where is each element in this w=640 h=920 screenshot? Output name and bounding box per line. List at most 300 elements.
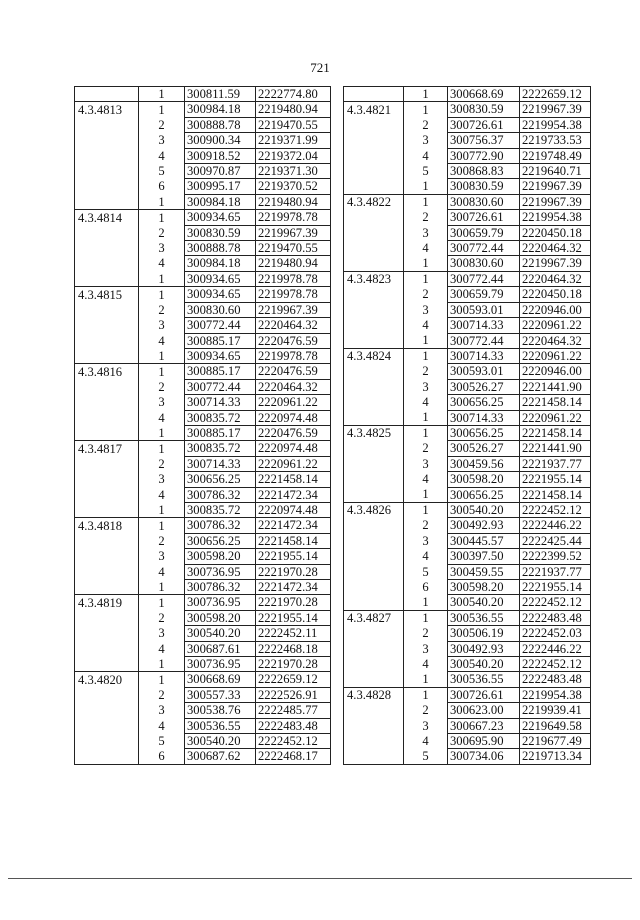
table-row <box>344 472 591 487</box>
y-coordinate-cell: 2220464.32 <box>256 379 331 394</box>
x-coordinate-cell: 300726.61 <box>448 117 520 132</box>
plot-id-cell <box>75 487 139 502</box>
table-row <box>344 456 591 471</box>
table-row <box>75 379 331 394</box>
plot-id-cell: 4.3.4825 <box>344 425 404 440</box>
plot-id-cell <box>344 518 404 533</box>
point-number-cell: 1 <box>139 672 185 687</box>
table-row <box>344 425 591 440</box>
x-coordinate-cell: 300714.33 <box>448 318 520 333</box>
x-coordinate-cell: 300970.87 <box>185 164 256 179</box>
x-coordinate-cell: 300667.23 <box>448 718 520 733</box>
y-coordinate-cell: 2219677.49 <box>520 734 591 749</box>
plot-id-cell <box>75 194 139 209</box>
plot-id-cell <box>75 164 139 179</box>
y-coordinate-cell: 2221472.34 <box>256 487 331 502</box>
point-number-cell: 3 <box>404 456 448 471</box>
y-coordinate-cell: 2220961.22 <box>520 348 591 363</box>
y-coordinate-cell: 2221955.14 <box>256 549 331 564</box>
point-number-cell: 2 <box>404 287 448 302</box>
x-coordinate-cell: 300885.17 <box>185 333 256 348</box>
y-coordinate-cell: 2219371.99 <box>256 133 331 148</box>
x-coordinate-cell: 300786.32 <box>185 518 256 533</box>
x-coordinate-cell: 300934.65 <box>185 287 256 302</box>
x-coordinate-cell: 300557.33 <box>185 687 256 702</box>
table-row <box>344 410 591 425</box>
point-number-cell: 2 <box>139 456 185 471</box>
table-row <box>75 148 331 163</box>
x-coordinate-cell: 300811.59 <box>185 87 256 102</box>
point-number-cell: 1 <box>139 271 185 286</box>
table-row <box>75 87 331 102</box>
y-coordinate-cell: 2221955.14 <box>520 580 591 595</box>
table-row <box>344 441 591 456</box>
x-coordinate-cell: 300772.44 <box>185 379 256 394</box>
x-coordinate-cell: 300995.17 <box>185 179 256 194</box>
point-number-cell: 5 <box>404 564 448 579</box>
y-coordinate-cell: 2221458.14 <box>256 533 331 548</box>
table-row <box>344 487 591 502</box>
point-number-cell: 4 <box>139 564 185 579</box>
point-number-cell: 3 <box>139 626 185 641</box>
x-coordinate-cell: 300888.78 <box>185 241 256 256</box>
x-coordinate-cell: 300934.65 <box>185 210 256 225</box>
x-coordinate-cell: 300772.44 <box>448 271 520 286</box>
plot-id-cell <box>75 564 139 579</box>
y-coordinate-cell: 2220946.00 <box>520 364 591 379</box>
table-row <box>344 87 591 102</box>
table-row <box>344 179 591 194</box>
y-coordinate-cell: 2219649.58 <box>520 718 591 733</box>
x-coordinate-cell: 300835.72 <box>185 502 256 517</box>
plot-id-cell <box>344 287 404 302</box>
table-row <box>75 703 331 718</box>
y-coordinate-cell: 2219967.39 <box>520 256 591 271</box>
y-coordinate-cell: 2222483.48 <box>520 672 591 687</box>
point-number-cell: 2 <box>404 441 448 456</box>
y-coordinate-cell: 2221458.14 <box>520 395 591 410</box>
plot-id-cell <box>344 318 404 333</box>
plot-id-cell <box>75 657 139 672</box>
plot-id-cell: 4.3.4821 <box>344 102 404 117</box>
point-number-cell: 3 <box>139 395 185 410</box>
plot-id-cell: 4.3.4824 <box>344 348 404 363</box>
y-coordinate-cell: 2221937.77 <box>520 564 591 579</box>
x-coordinate-cell: 300830.60 <box>448 194 520 209</box>
plot-id-cell: 4.3.4816 <box>75 364 139 379</box>
table-row <box>344 287 591 302</box>
point-number-cell: 4 <box>139 641 185 656</box>
y-coordinate-cell: 2222468.18 <box>256 641 331 656</box>
table-row <box>344 117 591 132</box>
point-number-cell: 5 <box>404 749 448 764</box>
y-coordinate-cell: 2222425.44 <box>520 533 591 548</box>
y-coordinate-cell: 2219370.52 <box>256 179 331 194</box>
x-coordinate-cell: 300736.95 <box>185 595 256 610</box>
x-coordinate-cell: 300459.55 <box>448 564 520 579</box>
table-row <box>75 194 331 209</box>
point-number-cell: 1 <box>404 179 448 194</box>
table-row <box>344 164 591 179</box>
y-coordinate-cell: 2222485.77 <box>256 703 331 718</box>
y-coordinate-cell: 2222774.80 <box>256 87 331 102</box>
table-row <box>75 241 331 256</box>
table-row <box>344 580 591 595</box>
table-row <box>344 241 591 256</box>
x-coordinate-cell: 300668.69 <box>185 672 256 687</box>
table-row <box>75 564 331 579</box>
point-number-cell: 1 <box>139 580 185 595</box>
table-row <box>75 333 331 348</box>
y-coordinate-cell: 2219967.39 <box>256 225 331 240</box>
table-row <box>344 718 591 733</box>
point-number-cell: 4 <box>404 148 448 163</box>
plot-id-cell <box>75 533 139 548</box>
plot-id-cell <box>344 87 404 102</box>
plot-id-cell <box>344 364 404 379</box>
y-coordinate-cell: 2219733.53 <box>520 133 591 148</box>
y-coordinate-cell: 2222452.11 <box>256 626 331 641</box>
plot-id-cell <box>75 117 139 132</box>
point-number-cell: 3 <box>139 703 185 718</box>
table-row <box>75 518 331 533</box>
y-coordinate-cell: 2222446.22 <box>520 518 591 533</box>
y-coordinate-cell: 2221458.14 <box>256 472 331 487</box>
plot-id-cell <box>75 626 139 641</box>
x-coordinate-cell: 300885.17 <box>185 425 256 440</box>
table-row <box>344 657 591 672</box>
x-coordinate-cell: 300540.20 <box>185 734 256 749</box>
plot-id-cell <box>344 133 404 148</box>
point-number-cell: 3 <box>404 379 448 394</box>
y-coordinate-cell: 2220961.22 <box>520 410 591 425</box>
x-coordinate-cell: 300656.25 <box>448 425 520 440</box>
table-row <box>344 102 591 117</box>
point-number-cell: 1 <box>139 102 185 117</box>
plot-id-cell <box>75 472 139 487</box>
plot-id-cell: 4.3.4817 <box>75 441 139 456</box>
y-coordinate-cell: 2219978.78 <box>256 271 331 286</box>
point-number-cell: 2 <box>404 626 448 641</box>
x-coordinate-cell: 300397.50 <box>448 549 520 564</box>
x-coordinate-cell: 300540.20 <box>448 502 520 517</box>
point-number-cell: 4 <box>404 472 448 487</box>
y-coordinate-cell: 2220450.18 <box>520 287 591 302</box>
y-coordinate-cell: 2219470.55 <box>256 117 331 132</box>
x-coordinate-cell: 300540.20 <box>448 595 520 610</box>
table-row <box>75 410 331 425</box>
x-coordinate-cell: 300984.18 <box>185 194 256 209</box>
table-row <box>344 194 591 209</box>
plot-id-cell <box>75 333 139 348</box>
table-row <box>344 687 591 702</box>
y-coordinate-cell: 2222446.22 <box>520 641 591 656</box>
plot-id-cell: 4.3.4813 <box>75 102 139 117</box>
y-coordinate-cell: 2221955.14 <box>256 610 331 625</box>
x-coordinate-cell: 300772.44 <box>448 241 520 256</box>
table-row <box>75 641 331 656</box>
table-row <box>75 210 331 225</box>
point-number-cell: 2 <box>139 117 185 132</box>
x-coordinate-cell: 300918.52 <box>185 148 256 163</box>
plot-id-cell <box>344 549 404 564</box>
y-coordinate-cell: 2219939.41 <box>520 703 591 718</box>
x-coordinate-cell: 300593.01 <box>448 302 520 317</box>
point-number-cell: 1 <box>404 610 448 625</box>
x-coordinate-cell: 300656.25 <box>448 395 520 410</box>
point-number-cell: 2 <box>139 610 185 625</box>
point-number-cell: 1 <box>404 348 448 363</box>
point-number-cell: 3 <box>404 641 448 656</box>
point-number-cell: 1 <box>404 256 448 271</box>
coordinate-table-right <box>343 86 591 765</box>
table-row <box>75 364 331 379</box>
table-row <box>344 271 591 286</box>
y-coordinate-cell: 2220961.22 <box>256 456 331 471</box>
x-coordinate-cell: 300506.19 <box>448 626 520 641</box>
plot-id-cell <box>344 333 404 348</box>
plot-id-cell: 4.3.4818 <box>75 518 139 533</box>
point-number-cell: 1 <box>139 425 185 440</box>
plot-id-cell <box>75 256 139 271</box>
x-coordinate-cell: 300726.61 <box>448 210 520 225</box>
plot-id-cell <box>75 749 139 764</box>
plot-id-cell <box>344 749 404 764</box>
x-coordinate-cell: 300786.32 <box>185 487 256 502</box>
table-row <box>75 102 331 117</box>
plot-id-cell <box>344 302 404 317</box>
point-number-cell: 1 <box>139 364 185 379</box>
y-coordinate-cell: 2219748.49 <box>520 148 591 163</box>
table-row <box>75 348 331 363</box>
table-row <box>75 718 331 733</box>
table-row <box>75 133 331 148</box>
table-row <box>344 318 591 333</box>
x-coordinate-cell: 300598.20 <box>185 610 256 625</box>
plot-id-cell <box>75 302 139 317</box>
plot-id-cell <box>344 410 404 425</box>
point-number-cell: 1 <box>404 102 448 117</box>
y-coordinate-cell: 2221472.34 <box>256 518 331 533</box>
y-coordinate-cell: 2222526.91 <box>256 687 331 702</box>
x-coordinate-cell: 300656.25 <box>185 533 256 548</box>
x-coordinate-cell: 300900.34 <box>185 133 256 148</box>
plot-id-cell <box>344 734 404 749</box>
table-row <box>75 734 331 749</box>
plot-id-cell <box>344 472 404 487</box>
table-row <box>75 287 331 302</box>
table-row <box>75 456 331 471</box>
y-coordinate-cell: 2219480.94 <box>256 194 331 209</box>
x-coordinate-cell: 300536.55 <box>448 672 520 687</box>
x-coordinate-cell: 300540.20 <box>185 626 256 641</box>
y-coordinate-cell: 2221937.77 <box>520 456 591 471</box>
plot-id-cell <box>344 148 404 163</box>
y-coordinate-cell: 2219372.04 <box>256 148 331 163</box>
table-row <box>344 364 591 379</box>
table-row <box>75 626 331 641</box>
y-coordinate-cell: 2219978.78 <box>256 210 331 225</box>
plot-id-cell <box>344 580 404 595</box>
y-coordinate-cell: 2219967.39 <box>520 102 591 117</box>
y-coordinate-cell: 2219713.34 <box>520 749 591 764</box>
x-coordinate-cell: 300656.25 <box>448 487 520 502</box>
point-number-cell: 4 <box>404 318 448 333</box>
plot-id-cell <box>344 164 404 179</box>
x-coordinate-cell: 300934.65 <box>185 348 256 363</box>
x-coordinate-cell: 300623.00 <box>448 703 520 718</box>
x-coordinate-cell: 300687.62 <box>185 749 256 764</box>
point-number-cell: 1 <box>404 87 448 102</box>
point-number-cell: 1 <box>404 487 448 502</box>
point-number-cell: 4 <box>404 657 448 672</box>
y-coordinate-cell: 2220974.48 <box>256 410 331 425</box>
x-coordinate-cell: 300668.69 <box>448 87 520 102</box>
plot-id-cell <box>344 487 404 502</box>
x-coordinate-cell: 300736.95 <box>185 657 256 672</box>
x-coordinate-cell: 300756.37 <box>448 133 520 148</box>
table-row <box>75 395 331 410</box>
point-number-cell: 5 <box>139 734 185 749</box>
point-number-cell: 1 <box>404 425 448 440</box>
x-coordinate-cell: 300656.25 <box>185 472 256 487</box>
y-coordinate-cell: 2219978.78 <box>256 348 331 363</box>
point-number-cell: 4 <box>139 333 185 348</box>
plot-id-cell <box>344 564 404 579</box>
y-coordinate-cell: 2219954.38 <box>520 117 591 132</box>
x-coordinate-cell: 300598.20 <box>448 472 520 487</box>
table-row <box>75 318 331 333</box>
y-coordinate-cell: 2220464.32 <box>256 318 331 333</box>
table-row <box>75 487 331 502</box>
table-row <box>75 687 331 702</box>
y-coordinate-cell: 2219978.78 <box>256 287 331 302</box>
point-number-cell: 3 <box>404 302 448 317</box>
y-coordinate-cell: 2222452.12 <box>520 657 591 672</box>
plot-id-cell <box>75 549 139 564</box>
point-number-cell: 1 <box>139 595 185 610</box>
plot-id-cell <box>344 225 404 240</box>
y-coordinate-cell: 2220961.22 <box>520 318 591 333</box>
table-row <box>75 225 331 240</box>
x-coordinate-cell: 300598.20 <box>448 580 520 595</box>
plot-id-cell <box>75 348 139 363</box>
y-coordinate-cell: 2221441.90 <box>520 379 591 394</box>
point-number-cell: 1 <box>139 194 185 209</box>
plot-id-cell <box>75 703 139 718</box>
plot-id-cell <box>75 580 139 595</box>
point-number-cell: 1 <box>404 410 448 425</box>
y-coordinate-cell: 2220974.48 <box>256 502 331 517</box>
plot-id-cell <box>344 210 404 225</box>
table-row <box>75 472 331 487</box>
table-row <box>75 117 331 132</box>
x-coordinate-cell: 300538.76 <box>185 703 256 718</box>
table-row <box>75 441 331 456</box>
x-coordinate-cell: 300687.61 <box>185 641 256 656</box>
point-number-cell: 1 <box>404 687 448 702</box>
table-row <box>344 595 591 610</box>
x-coordinate-cell: 300868.83 <box>448 164 520 179</box>
point-number-cell: 2 <box>404 518 448 533</box>
plot-id-cell <box>75 379 139 394</box>
table-row <box>344 333 591 348</box>
x-coordinate-cell: 300885.17 <box>185 364 256 379</box>
table-row <box>344 641 591 656</box>
x-coordinate-cell: 300835.72 <box>185 410 256 425</box>
point-number-cell: 1 <box>139 348 185 363</box>
point-number-cell: 6 <box>139 179 185 194</box>
table-row <box>75 425 331 440</box>
table-row <box>344 348 591 363</box>
x-coordinate-cell: 300772.44 <box>185 318 256 333</box>
y-coordinate-cell: 2219640.71 <box>520 164 591 179</box>
table-row <box>75 672 331 687</box>
y-coordinate-cell: 2220464.32 <box>520 241 591 256</box>
y-coordinate-cell: 2219470.55 <box>256 241 331 256</box>
table-row <box>344 210 591 225</box>
table-row <box>75 580 331 595</box>
table-row <box>344 610 591 625</box>
table-row <box>75 256 331 271</box>
point-number-cell: 1 <box>139 441 185 456</box>
y-coordinate-cell: 2219371.30 <box>256 164 331 179</box>
table-row <box>75 164 331 179</box>
point-number-cell: 4 <box>404 549 448 564</box>
table-row <box>75 549 331 564</box>
point-number-cell: 2 <box>139 533 185 548</box>
plot-id-cell <box>344 641 404 656</box>
plot-id-cell <box>344 456 404 471</box>
table-row <box>344 256 591 271</box>
y-coordinate-cell: 2220476.59 <box>256 425 331 440</box>
y-coordinate-cell: 2219480.94 <box>256 102 331 117</box>
point-number-cell: 3 <box>404 133 448 148</box>
x-coordinate-cell: 300536.55 <box>185 718 256 733</box>
x-coordinate-cell: 300830.60 <box>448 256 520 271</box>
point-number-cell: 2 <box>139 687 185 702</box>
plot-id-cell <box>75 687 139 702</box>
y-coordinate-cell: 2221970.28 <box>256 657 331 672</box>
plot-id-cell <box>344 395 404 410</box>
x-coordinate-cell: 300593.01 <box>448 364 520 379</box>
point-number-cell: 2 <box>139 302 185 317</box>
point-number-cell: 1 <box>139 87 185 102</box>
plot-id-cell <box>75 271 139 286</box>
x-coordinate-cell: 300492.93 <box>448 641 520 656</box>
plot-id-cell <box>344 657 404 672</box>
table-row <box>344 703 591 718</box>
x-coordinate-cell: 300659.79 <box>448 287 520 302</box>
y-coordinate-cell: 2219967.39 <box>256 302 331 317</box>
plot-id-cell <box>75 318 139 333</box>
plot-id-cell: 4.3.4827 <box>344 610 404 625</box>
table-row <box>75 657 331 672</box>
x-coordinate-cell: 300659.79 <box>448 225 520 240</box>
y-coordinate-cell: 2222483.48 <box>256 718 331 733</box>
point-number-cell: 4 <box>139 148 185 163</box>
x-coordinate-cell: 300445.57 <box>448 533 520 548</box>
plot-id-cell <box>75 133 139 148</box>
point-number-cell: 4 <box>404 734 448 749</box>
point-number-cell: 4 <box>139 410 185 425</box>
x-coordinate-cell: 300714.33 <box>448 410 520 425</box>
plot-id-cell: 4.3.4814 <box>75 210 139 225</box>
plot-id-cell <box>75 148 139 163</box>
table-row <box>75 610 331 625</box>
point-number-cell: 2 <box>139 225 185 240</box>
y-coordinate-cell: 2220476.59 <box>256 364 331 379</box>
